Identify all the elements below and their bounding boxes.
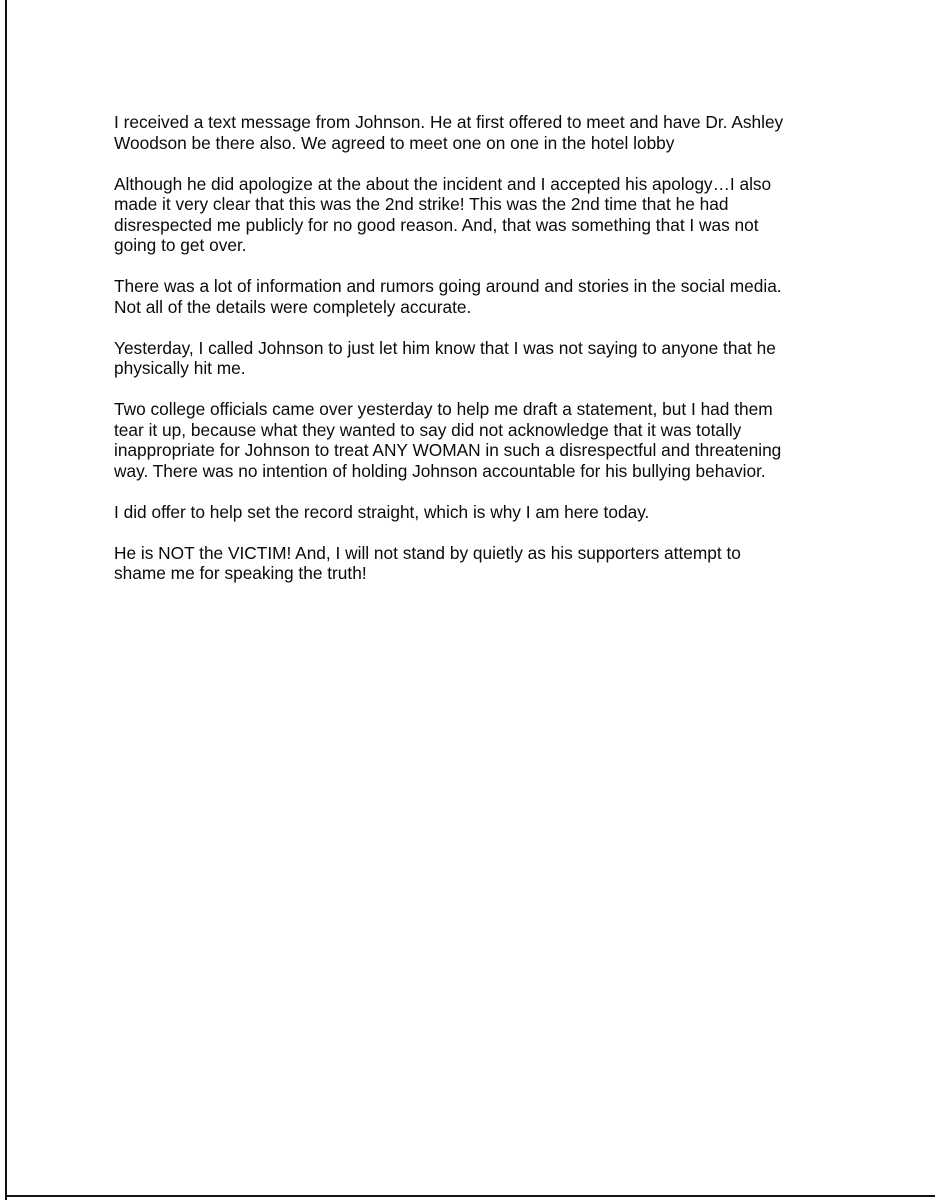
paragraph-line: shame me for speaking the truth!	[114, 563, 367, 583]
paragraph-line: Although he did apologize at the about the incident and I accepted his apology…I also	[114, 173, 772, 194]
paragraph-line: disrespected me publicly for no good reason. And, that was something that I was not	[114, 214, 759, 235]
paragraph-line: Woodson be there also. We agreed to meet one on one in the hotel lobby	[114, 132, 675, 153]
paragraph-line: Not all of the details were completely accurate.	[114, 296, 472, 317]
paragraph-line: inappropriate for Johnson to treat ANY WOMAN in such a disrespectful and threatening	[114, 440, 782, 460]
paragraph-line: There was a lot of information and rumors going around and stories in the social media.	[114, 276, 782, 296]
paragraph-line: He is NOT the VICTIM! And, I will not stand by quietly as his supporters attempt to	[114, 542, 741, 563]
paragraph-record-straight	[114, 502, 834, 523]
paragraph-yesterday-call	[114, 338, 834, 379]
page-bottom-border	[5, 1195, 935, 1197]
paragraph-text-message	[114, 112, 834, 153]
paragraph-line: tear it up, because what they wanted to say did not acknowledge that it was totally	[114, 419, 742, 440]
document-body	[114, 112, 834, 604]
paragraph-rumors	[114, 276, 834, 317]
paragraph-college-officials	[114, 399, 834, 481]
paragraph-line: way. There was no intention of holding Johnson accountable for his bullying behavior.	[114, 460, 766, 481]
paragraph-line: Two college officials came over yesterday to help me draft a statement, but I had them	[114, 399, 773, 419]
paragraph-line: I received a text message from Johnson. He at first offered to meet and have Dr. Ashley	[114, 112, 784, 132]
paragraph-apology	[114, 174, 834, 256]
paragraph-line: I did offer to help set the record straight, which is why I am here today.	[114, 501, 650, 522]
paragraph-line: going to get over.	[114, 235, 247, 255]
paragraph-line: physically hit me.	[114, 358, 246, 378]
paragraph-line: Yesterday, I called Johnson to just let him know that I was not saying to anyone that he	[114, 337, 776, 358]
page-left-border	[5, 0, 7, 1200]
paragraph-not-the-victim	[114, 543, 834, 584]
paragraph-line: made it very clear that this was the 2nd strike! This was the 2nd time that he had	[114, 194, 729, 214]
